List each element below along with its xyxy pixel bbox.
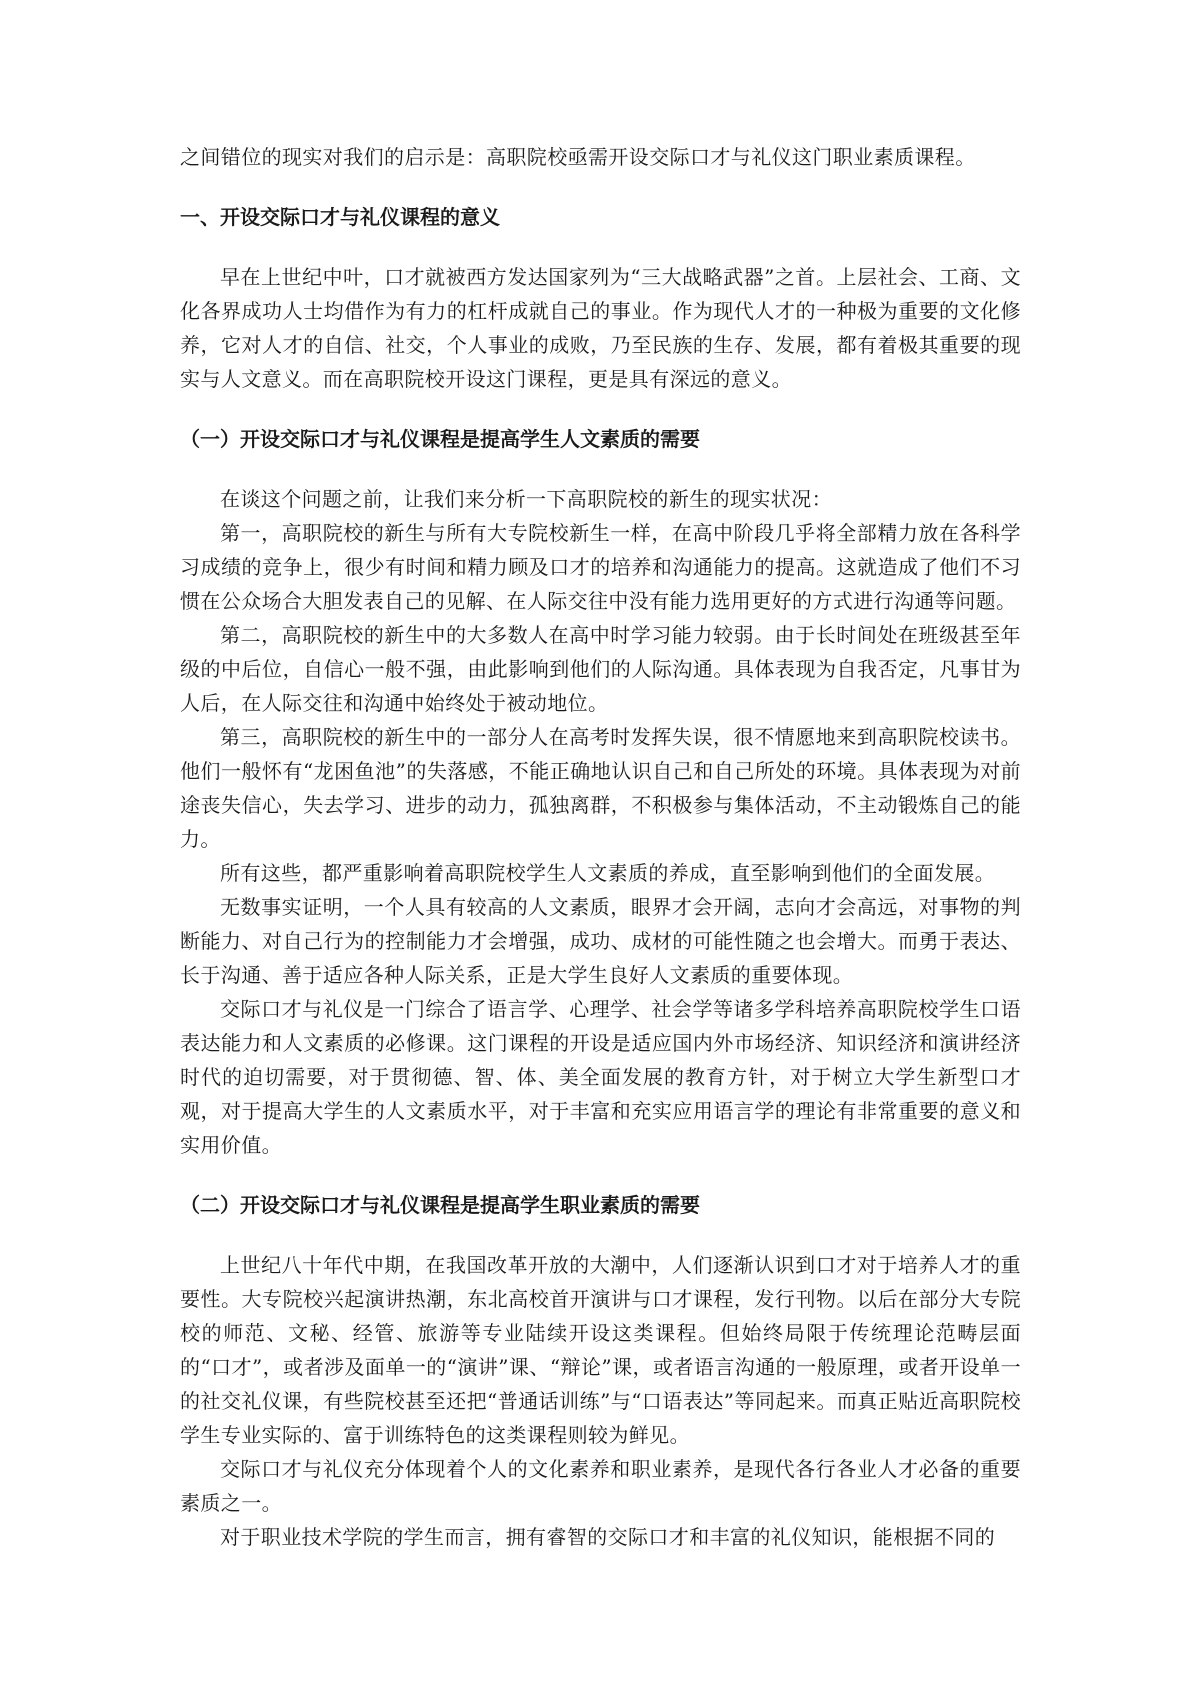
paragraph-intro: 之间错位的现实对我们的启示是：高职院校亟需开设交际口才与礼仪这门职业素质课程。 — [180, 145, 976, 169]
paragraph-summary: 所有这些，都严重影响着高职院校学生人文素质的养成，直至影响到他们的全面发展。 — [220, 861, 996, 885]
subsection-heading-2: （二）开设交际口才与礼仪课程是提高学生职业素质的需要 — [180, 1193, 700, 1217]
paragraph-status-intro: 在谈这个问题之前，让我们来分析一下高职院校的新生的现实状况： — [220, 487, 832, 511]
paragraph-point-3: 第三，高职院校的新生中的一部分人在高考时发挥失误，很不情愿地来到高职院校读书。他们一般怀有“龙困鱼池”的失落感，不能正确地认识自己和自己所处的环境。具体表现为对前途丧失信心，失去学习、进步的动力，孤独离群，不积极参与集体活动，不主动锻炼自己的能力。 — [180, 725, 1021, 851]
paragraph-significance: 早在上世纪中叶，口才就被西方发达国家列为“三大战略武器”之首。上层社会、工商、文化各界成功人士均借作为有力的杠杆成就自己的事业。作为现代人才的一种极为重要的文化修养，它对人才的自信、社交，个人事业的成败，乃至民族的生存、发展，都有着极其重要的现实与人文意义。而在高职院校开设这门课程，更是具有深远的意义。 — [180, 265, 1021, 391]
paragraph-students: 对于职业技术学院的学生而言，拥有睿智的交际口才和丰富的礼仪知识，能根据不同的 — [220, 1525, 996, 1549]
section-heading-1: 一、开设交际口才与礼仪课程的意义 — [180, 205, 500, 229]
paragraph-evidence: 无数事实证明，一个人具有较高的人文素质，眼界才会开阔，志向才会高远，对事物的判断能力、对自己行为的控制能力才会增强，成功、成材的可能性随之也会增大。而勇于表达、长于沟通、善于适应各种人际关系，正是大学生良好人文素质的重要体现。 — [180, 895, 1021, 987]
paragraph-professional-quality: 交际口才与礼仪充分体现着个人的文化素养和职业素养，是现代各行各业人才必备的重要素质之一。 — [180, 1457, 1021, 1515]
paragraph-point-2: 第二，高职院校的新生中的大多数人在高中时学习能力较弱。由于长时间处在班级甚至年级的中后位，自信心一般不强，由此影响到他们的人际沟通。具体表现为自我否定，凡事甘为人后，在人际交往和沟通中始终处于被动地位。 — [180, 623, 1021, 715]
paragraph-course-definition: 交际口才与礼仪是一门综合了语言学、心理学、社会学等诸多学科培养高职院校学生口语表达能力和人文素质的必修课。这门课程的开设是适应国内外市场经济、知识经济和演讲经济时代的迫切需要，对于贯彻德、智、体、美全面发展的教育方针，对于树立大学生新型口才观，对于提高大学生的人文素质水平，对于丰富和充实应用语言学的理论有非常重要的意义和实用价值。 — [180, 997, 1021, 1157]
paragraph-history: 上世纪八十年代中期，在我国改革开放的大潮中，人们逐渐认识到口才对于培养人才的重要性。大专院校兴起演讲热潮，东北高校首开演讲与口才课程，发行刊物。以后在部分大专院校的师范、文秘、经管、旅游等专业陆续开设这类课程。但始终局限于传统理论范畴层面的“口才”，或者涉及面单一的“演讲”课、“辩论”课，或者语言沟通的一般原理，或者开设单一的社交礼仪课，有些院校甚至还把“普通话训练”与“口语表达”等同起来。而真正贴近高职院校学生专业实际的、富于训练特色的这类课程则较为鲜见。 — [180, 1253, 1021, 1447]
subsection-heading-1: （一）开设交际口才与礼仪课程是提高学生人文素质的需要 — [180, 427, 700, 451]
paragraph-point-1: 第一，高职院校的新生与所有大专院校新生一样，在高中阶段几乎将全部精力放在各科学习成绩的竞争上，很少有时间和精力顾及口才的培养和沟通能力的提高。这就造成了他们不习惯在公众场合大胆发表自己的见解、在人际交往中没有能力选用更好的方式进行沟通等问题。 — [180, 521, 1021, 613]
